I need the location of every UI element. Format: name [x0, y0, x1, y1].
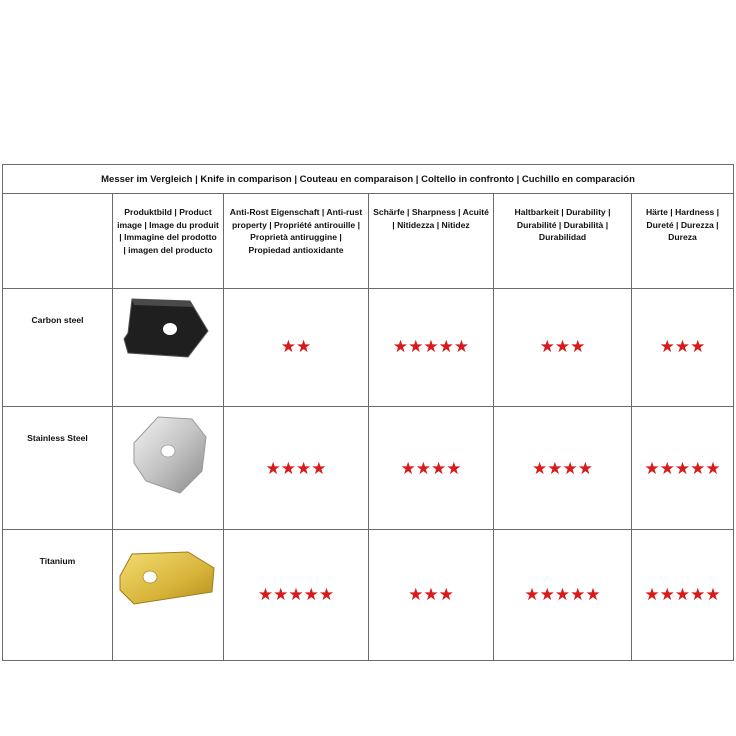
header-empty — [3, 194, 113, 289]
silver-blade-icon — [118, 407, 218, 499]
anti-rust-rating — [224, 289, 369, 407]
header-product-image: Produktbild | Product image | Image du produit | Immagine del prodotto | imagen del producto — [113, 194, 224, 289]
star-rating: ★★★ — [408, 584, 454, 604]
star-rating: ★★★★ — [400, 458, 462, 478]
row-label-stainless-steel: Stainless Steel — [3, 407, 113, 530]
star-rating: ★★★ — [539, 336, 586, 356]
black-blade-icon — [118, 289, 218, 369]
durability-rating — [494, 407, 632, 530]
header-anti-rust: Anti-Rost Eigenschaft | Anti-rust property | Propriété antirouille | Proprietà antiruggine | Propiedad antioxidante — [224, 194, 369, 289]
product-image-carbon-steel — [113, 289, 224, 407]
sharpness-rating — [369, 407, 494, 530]
star-rating: ★★★★★ — [392, 336, 470, 356]
comparison-table — [2, 164, 734, 661]
anti-rust-rating — [224, 530, 369, 661]
gold-blade-icon — [114, 530, 222, 626]
header-sharpness: Schärfe | Sharpness | Acuité | Nitidezza | Nitidez — [369, 194, 494, 289]
hardness-rating — [632, 289, 734, 407]
star-rating: ★★★★★ — [644, 458, 721, 478]
sharpness-rating — [369, 530, 494, 661]
row-label-titanium: Titanium — [3, 530, 113, 661]
hardness-rating — [632, 530, 734, 661]
star-rating: ★★★★★ — [644, 584, 721, 604]
anti-rust-rating — [224, 407, 369, 530]
durability-rating — [494, 289, 632, 407]
table-row — [3, 530, 734, 661]
sharpness-rating — [369, 289, 494, 407]
star-rating: ★★★★★ — [257, 584, 335, 604]
table-row — [3, 407, 734, 530]
table-row — [3, 289, 734, 407]
product-image-titanium — [113, 530, 224, 661]
header-hardness: Härte | Hardness | Dureté | Durezza | Dureza — [632, 194, 734, 289]
star-rating: ★★ — [280, 336, 312, 356]
row-label-carbon-steel: Carbon steel — [3, 289, 113, 407]
star-rating: ★★★★★ — [524, 584, 601, 604]
star-rating: ★★★★ — [532, 458, 593, 478]
header-durability: Haltbarkeit | Durability | Durabilité | Durabilità | Durabilidad — [494, 194, 632, 289]
table-title: Messer im Vergleich | Knife in comparison | Couteau en comparaison | Coltello in confronto | Cuchillo en comparación — [3, 165, 734, 194]
star-rating: ★★★ — [659, 336, 706, 356]
durability-rating — [494, 530, 632, 661]
hardness-rating — [632, 407, 734, 530]
star-rating: ★★★★ — [265, 458, 327, 478]
product-image-stainless-steel — [113, 407, 224, 530]
